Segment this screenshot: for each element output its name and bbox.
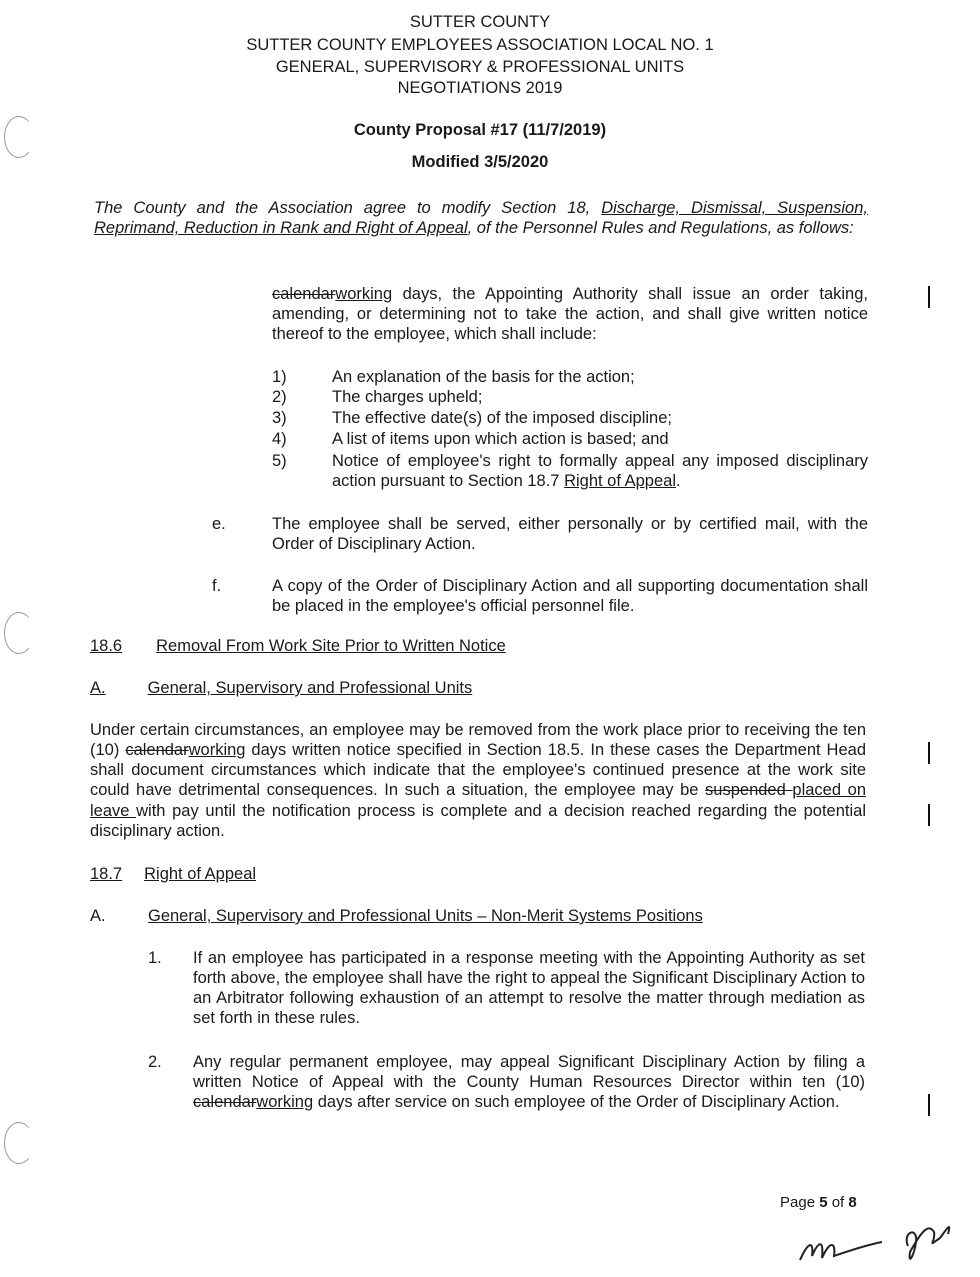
struck-text: calendar — [125, 741, 189, 760]
revision-bar — [928, 742, 930, 764]
section-18-6-paragraph: Under certain circumstances, an employee may be removed from the work place prior to receiving the ten (10) calendarworking days written notice specified in Section 18.5. In these cases the Department Head shall document circumstances which indicate that the employee's continued presence at the work site could have detrimental consequences. In such a situation, the employee may be suspended placed on leave with pay until the notification process is complete and a decision reached regarding the potential disciplinary action. — [90, 721, 867, 840]
inserted-text: working — [335, 285, 393, 303]
document-page: SUTTER COUNTY SUTTER COUNTY EMPLOYEES ASSOCIATION LOCAL NO. 1 GENERAL, SUPERVISORY & PROFESSIONAL UNITS NEGOTIATIONS 2019 County Proposal #17 (11/7/2019) Modified 3/5/2020 The County and the Association agree to modify Section 18, Discharge, Dismissal, Suspension, Reprimand, Reduction in Rank and Right of Appeal, of the Personnel Rules and Regulations, as follows: calendarworking days, the Appointing Authority shall issue an order taking, amending, or determining not to take the action, and shall give written notice thereof to the employee, which shall include: 1) An explanation of the basis for the action; 2) The charges upheld; 3) The effective date(s) of the imposed discipline; 4) A list of items upon which action is based; and 5) Notice of employee's right to formally appeal any imposed disciplinary action pursuant to Section 18.7 Right of Appeal. e. The employee shall be served, either personally or by certified mail, with the Order of Disciplinary Action. f. A copy of the Order of Disciplinary Action and all supporting documentation shall be placed in the employee's official personnel file. 18.6 Removal From Work Site Prior to Written Notice A. General, Supervisory and Professional Units Under certain circumstances, an employee may be removed from the work place prior to receiving the ten (10) calendarworking days written notice specified in Section 18.5. In these cases the Department Head shall document circumstances which indicate that the employee's continued presence at the work site could have detrimental consequences. In such a situation, the employee may be suspended placed on leave with pay until the notification process is complete and a decision reached regarding the potential disciplinary action. 18.7 Right of Appeal A. General, Supervisory and Professional Units – Non-Merit Systems Positions 1. If an employee has participated in a response meeting with the Appointing Authority as set forth above, the employee shall have the right to appeal the Significant Disciplinary Action to an Arbitrator following exhaustion of an attempt to resolve the matter through mediation as set forth in these rules. 2. Any regular permanent employee, may appeal Significant Disciplinary Action by filing a written Notice of Appeal with the County Human Resources Director within ten (10) calendarworking days after service on such employee of the Order of Disciplinary Action. Page 5 of 8 — [0, 0, 980, 1277]
header-association: SUTTER COUNTY EMPLOYEES ASSOCIATION LOCAL NO. 1 — [246, 36, 714, 54]
struck-text: calendar — [193, 1093, 257, 1112]
revision-bar — [928, 804, 930, 826]
inserted-text: working — [256, 1093, 314, 1112]
item-f-text: A copy of the Order of Disciplinary Action and all supporting documentation shall be placed in the employee's official personnel file. — [272, 577, 868, 616]
struck-text: suspended — [705, 781, 793, 800]
item-2-number: 2. — [148, 1053, 162, 1071]
header-negotiations: NEGOTIATIONS 2019 — [397, 79, 563, 97]
continuation-paragraph: calendarworking days, the Appointing Authority shall issue an order taking, amending, or determining not to take the action, and shall give written notice thereof to the employee, which shall include: — [272, 285, 868, 344]
section-18-title: Discharge, Dismissal, Suspension, Reprimand, Reduction in Rank and Right of Appeal — [94, 199, 868, 238]
item-1-text: If an employee has participated in a response meeting with the Appointing Authority as set forth above, the employee shall have the right to appeal the Significant Disciplinary Action to an Arbitrator following exhaustion of an attempt to resolve the matter through mediation as set forth in these rules. — [193, 949, 865, 1028]
section-18-7-subheading: General, Supervisory and Professional Units – Non-Merit Systems Positions — [148, 907, 703, 925]
page-number: Page 5 of 8 — [780, 1194, 857, 1211]
section-18-6-heading: 18.6 Removal From Work Site Prior to Written Notice — [90, 637, 506, 655]
inserted-text: working — [188, 741, 246, 760]
revision-bar — [928, 1094, 930, 1116]
struck-text: calendar — [272, 285, 336, 303]
binder-hole-mark — [4, 116, 34, 158]
section-18-7-sub-letter: A. — [90, 907, 106, 925]
binder-hole-mark — [4, 1122, 34, 1164]
intro-paragraph: The County and the Association agree to modify Section 18, Discharge, Dismissal, Suspension, Reprimand, Reduction in Rank and Right of Appeal, of the Personnel Rules and Regulations, as follows: — [94, 199, 868, 238]
inserted-text: placed on leave — [90, 781, 866, 820]
proposal-title: County Proposal #17 (11/7/2019) — [353, 121, 607, 139]
header-units: GENERAL, SUPERVISORY & PROFESSIONAL UNITS — [275, 58, 685, 76]
header-county: SUTTER COUNTY — [409, 13, 551, 31]
right-of-appeal-link: Right of Appeal — [564, 472, 676, 491]
binder-hole-mark — [4, 612, 34, 654]
item-e-letter: e. — [212, 515, 226, 533]
section-18-6-subheading: A. General, Supervisory and Professional Units — [90, 679, 473, 697]
section-18-7-heading: 18.7 Right of Appeal — [90, 865, 257, 883]
revision-bar — [928, 286, 930, 308]
item-f-letter: f. — [212, 577, 222, 595]
modified-date: Modified 3/5/2020 — [411, 153, 549, 171]
item-2-text: Any regular permanent employee, may appeal Significant Disciplinary Action by filing a written Notice of Appeal with the County Human Resources Director within ten (10) calendarworking days after service on such employee of the Order of Disciplinary Action. — [193, 1053, 865, 1112]
item-e-text: The employee shall be served, either personally or by certified mail, with the Order of Disciplinary Action. — [272, 515, 868, 554]
handwritten-initials-signature — [790, 1212, 960, 1272]
item-1-number: 1. — [148, 949, 162, 967]
